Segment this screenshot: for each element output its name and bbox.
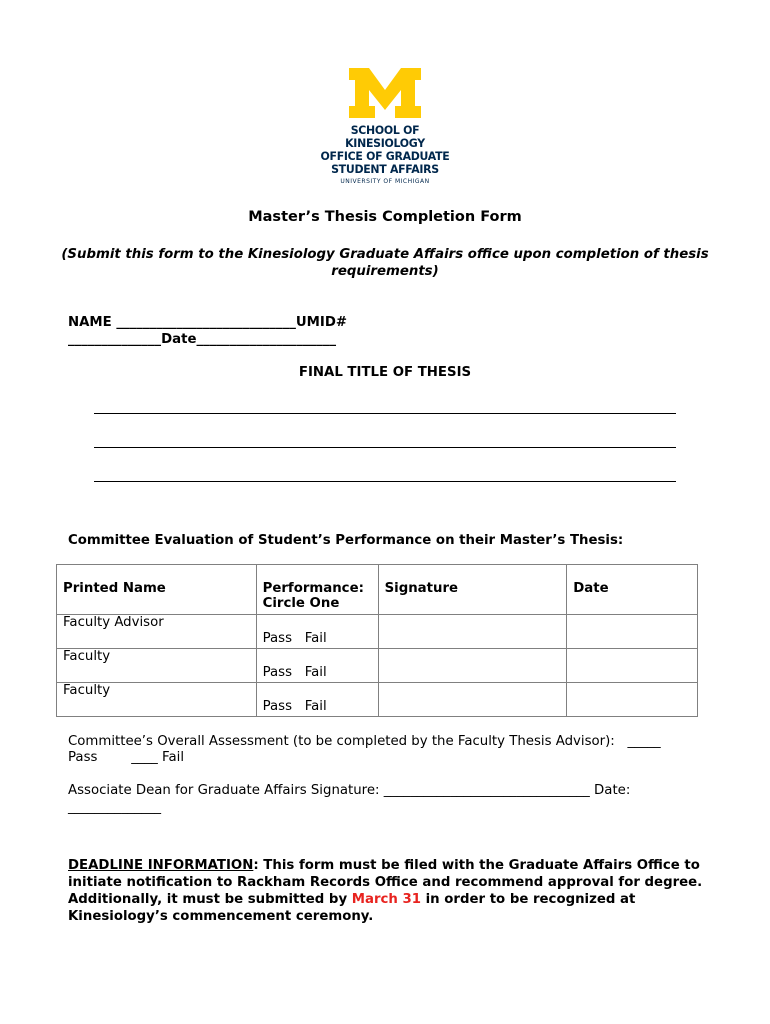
table-header-row — [57, 565, 698, 615]
block-m-logo-icon — [349, 68, 421, 118]
col-date: Date — [567, 565, 698, 615]
school-line-3: STUDENT AFFAIRS — [331, 162, 439, 176]
signature-cell[interactable] — [378, 649, 567, 683]
pass-option[interactable]: Pass — [262, 665, 293, 680]
signature-cell[interactable] — [378, 683, 567, 717]
date-cell[interactable] — [567, 649, 698, 683]
dean-date-line[interactable]: ______________ — [68, 800, 162, 815]
col-signature: Signature — [378, 565, 567, 615]
dean-signature-line[interactable]: Associate Dean for Graduate Affairs Signature: _______________________________ Date: — [68, 783, 631, 798]
fail-option[interactable]: Fail — [304, 665, 327, 680]
committee-heading: Committee Evaluation of Student’s Performance on their Master’s Thesis: — [68, 533, 624, 548]
school-logo — [310, 68, 460, 185]
overall-assessment-line-2[interactable]: Pass ____ Fail — [68, 750, 185, 765]
deadline-text-2: in order to be recognized at Kinesiology’s commencement ceremony. — [68, 892, 636, 924]
school-name — [314, 124, 457, 176]
row-role: Faculty Advisor — [57, 615, 257, 649]
pass-fail-choice[interactable] — [256, 683, 378, 717]
form-subtitle: (Submit this form to the Kinesiology Graduate Affairs office upon completion of thesis requirements) — [61, 247, 709, 279]
row-role: Faculty — [57, 683, 257, 717]
committee-table — [56, 564, 698, 717]
pass-option[interactable]: Pass — [262, 631, 293, 646]
deadline-label: DEADLINE INFORMATION — [68, 858, 254, 873]
deadline-info — [68, 857, 708, 925]
col-performance — [256, 565, 378, 615]
pass-fail-choice[interactable] — [256, 649, 378, 683]
overall-assessment-line-1[interactable]: Committee’s Overall Assessment (to be completed by the Faculty Thesis Advisor): _____ — [68, 734, 661, 749]
col-performance-line-2: Circle One — [262, 596, 340, 611]
thesis-title-line-1[interactable] — [94, 413, 676, 414]
school-line-1: SCHOOL OF KINESIOLOGY — [345, 123, 425, 150]
date-line[interactable]: ______________Date_____________________ — [68, 332, 337, 347]
date-cell[interactable] — [567, 615, 698, 649]
thesis-title-line-3[interactable] — [94, 481, 676, 482]
fail-option[interactable]: Fail — [304, 631, 327, 646]
thesis-title-line-2[interactable] — [94, 447, 676, 448]
school-line-2: OFFICE OF GRADUATE — [320, 149, 450, 163]
table-row — [57, 649, 698, 683]
deadline-date: March 31 — [351, 892, 421, 907]
row-role: Faculty — [57, 649, 257, 683]
col-performance-line-1: Performance: — [262, 581, 364, 596]
form-title: Master’s Thesis Completion Form — [248, 209, 522, 225]
col-printed-name: Printed Name — [57, 565, 257, 615]
university-name: UNIVERSITY OF MICHIGAN — [340, 178, 430, 185]
pass-option[interactable]: Pass — [262, 699, 293, 714]
signature-cell[interactable] — [378, 615, 567, 649]
pass-fail-choice[interactable] — [256, 615, 378, 649]
table-row — [57, 615, 698, 649]
final-title-label: FINAL TITLE OF THESIS — [298, 365, 472, 380]
date-cell[interactable] — [567, 683, 698, 717]
table-row — [57, 683, 698, 717]
name-umid-line[interactable]: NAME ___________________________UMID# — [68, 315, 348, 330]
deadline-text-1: : This form must be filed with the Graduate Affairs Office to initiate notification to Rackham Records Office and recommend approval for degree. Additionally, it must be submitted by — [68, 858, 703, 907]
fail-option[interactable]: Fail — [304, 699, 327, 714]
